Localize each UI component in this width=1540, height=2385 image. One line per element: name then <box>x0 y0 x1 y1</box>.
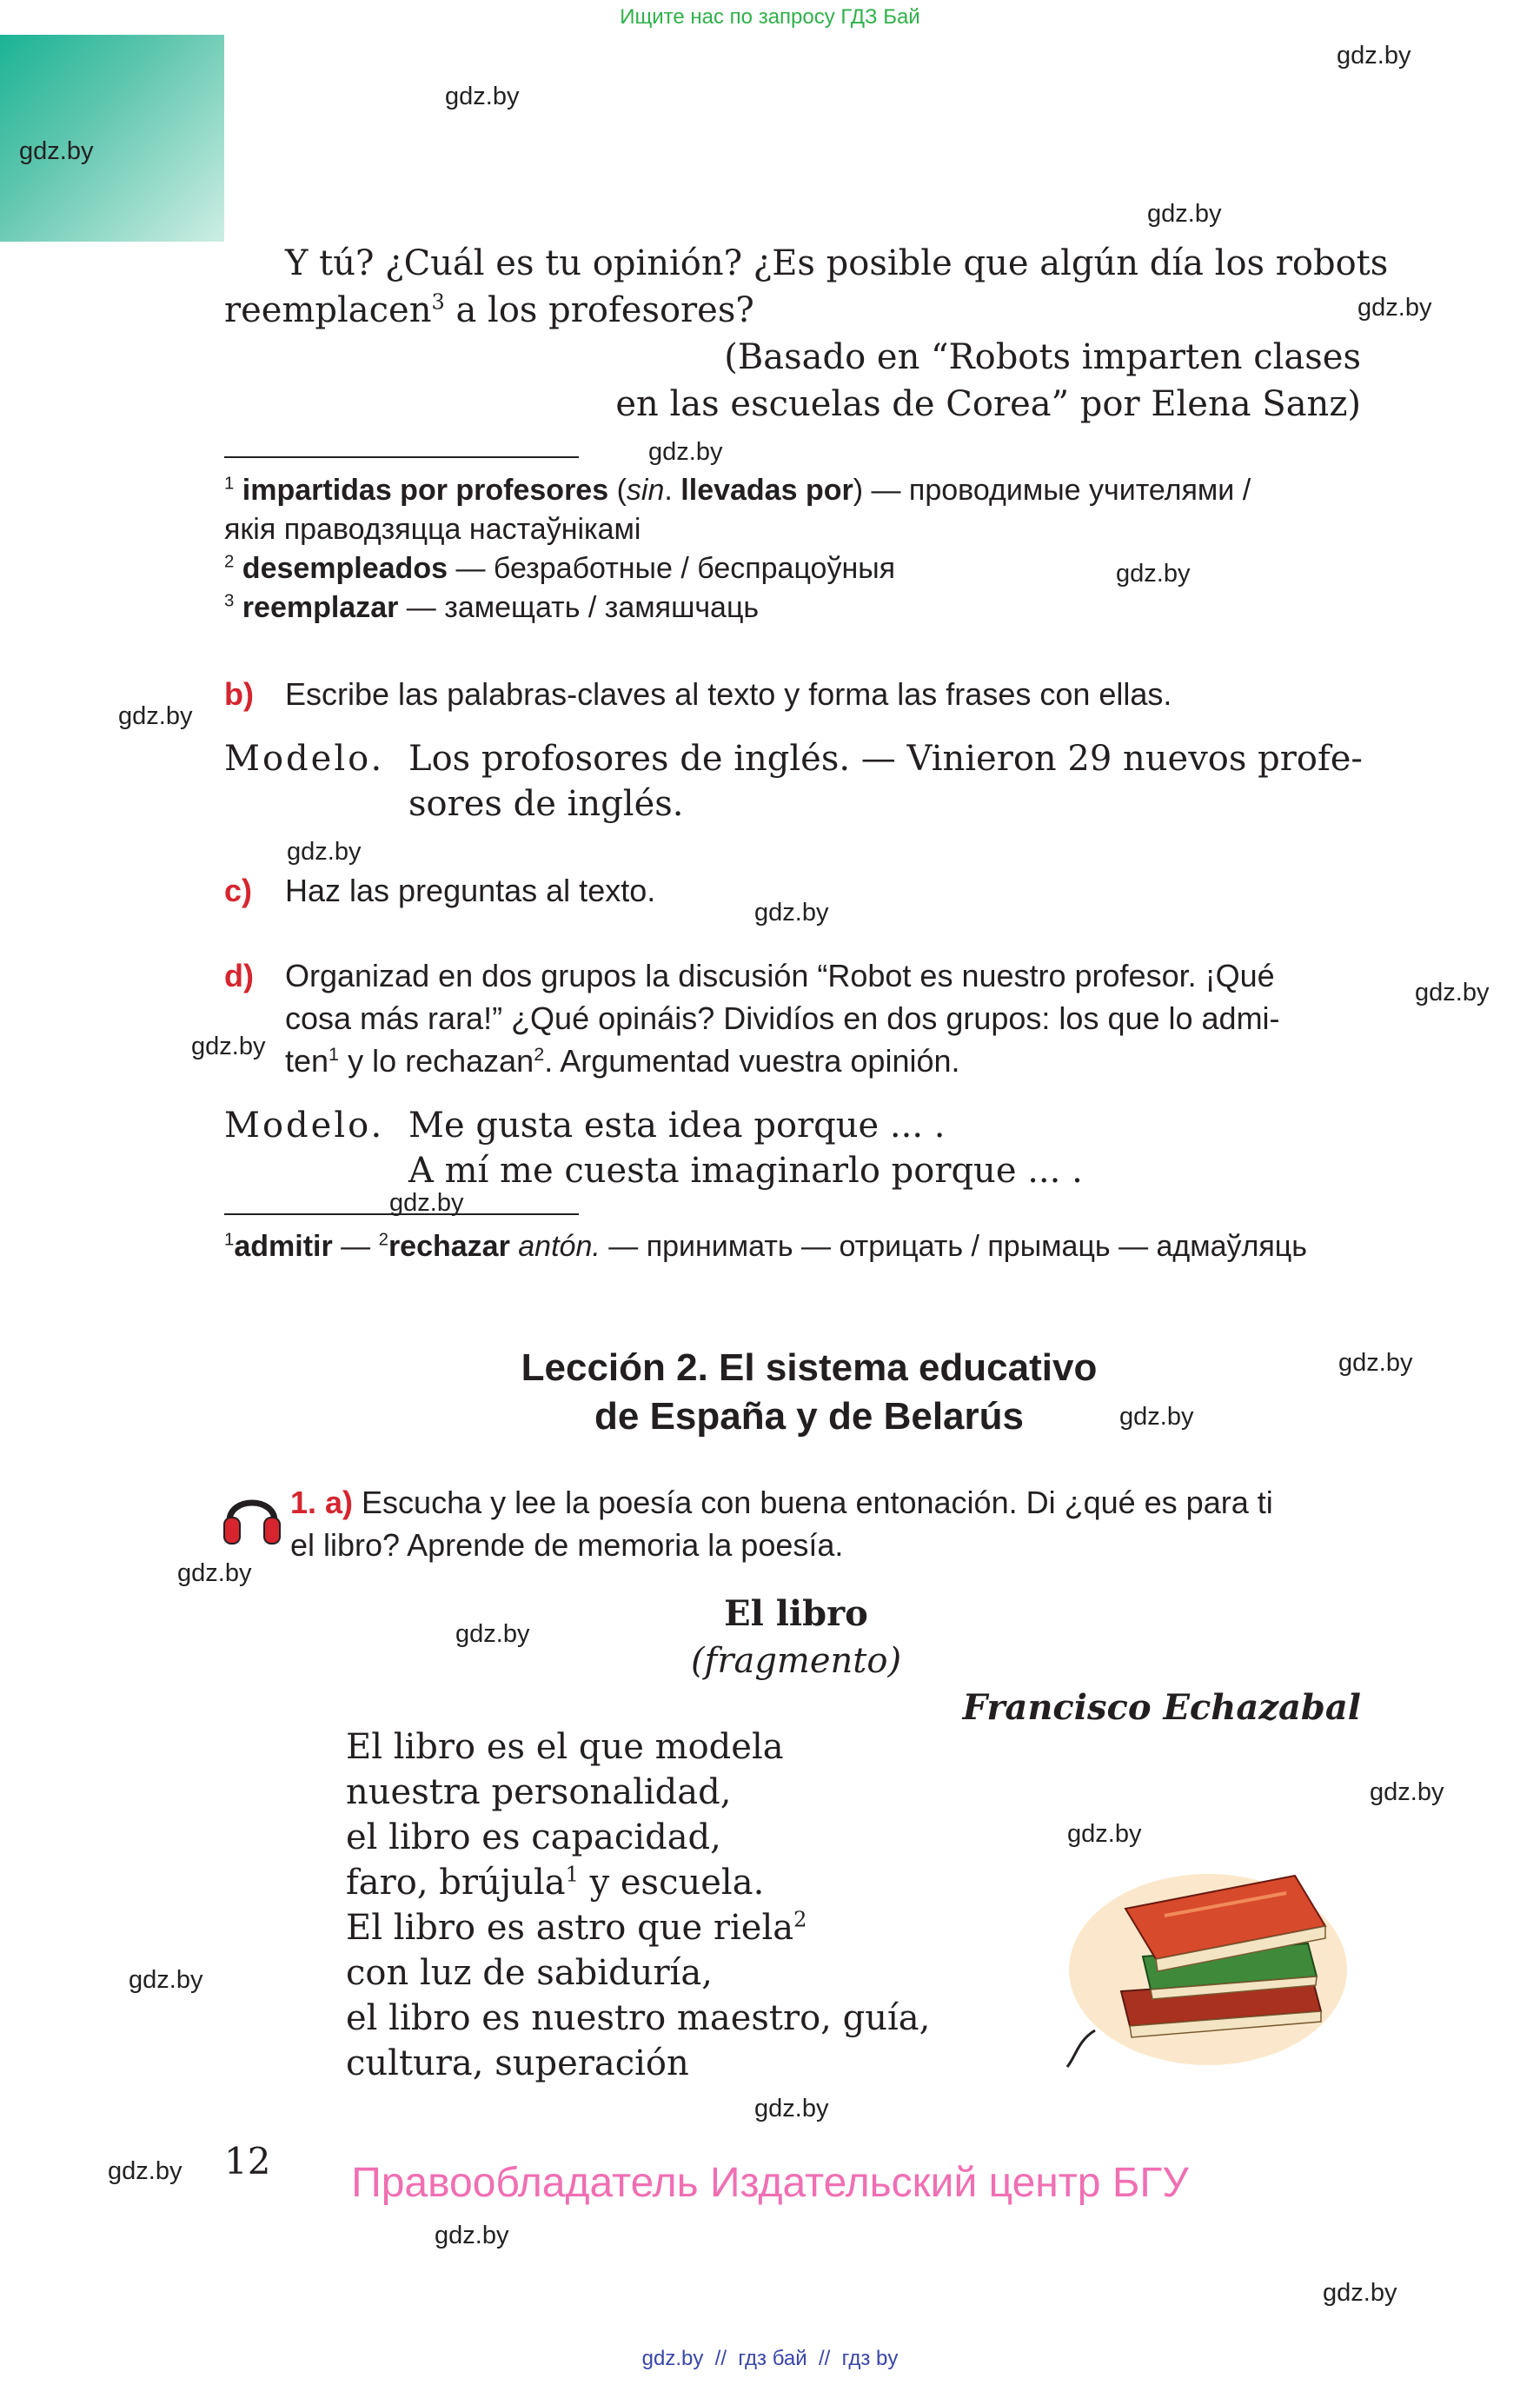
footnote-ref: 1 <box>565 1862 579 1887</box>
books-illustration <box>1060 1813 1356 2074</box>
footnote-term: admitir <box>234 1230 333 1263</box>
watermark: gdz.by <box>108 2157 183 2185</box>
footnote-text: antón. <box>509 1230 601 1263</box>
watermark: gdz.by <box>1116 560 1191 588</box>
lesson-title-line-1: Lección 2. El sistema educativo <box>521 1346 1098 1389</box>
headphones-icon <box>222 1485 282 1547</box>
poem-line: con luz de sabiduría, <box>346 1953 713 1993</box>
modelo-line-1: Me gusta esta idea porque ... . <box>408 1106 946 1146</box>
poem-line: cultura, superación <box>346 2043 689 2083</box>
poem-line: el libro es nuestro maestro, guía, <box>346 1998 931 2038</box>
footnote-text: — принимать — отрицать / прымаць — адмаўляць <box>600 1230 1307 1263</box>
footnote-number: 2 <box>378 1230 388 1250</box>
poem-line: el libro es capacidad, <box>346 1817 721 1857</box>
footnote-term: desempleados <box>242 552 448 585</box>
task-d-line-1: Organizad en dos grupos la discusión “Robot es nuestro profesor. ¡Qué <box>285 958 1275 993</box>
lesson-title-line-2: de España y de Belarús <box>594 1395 1024 1438</box>
footnote-1 <box>224 471 1251 510</box>
poem-line <box>346 1905 930 1950</box>
footnote-divider <box>224 1213 579 1215</box>
footnote-text: sin <box>626 474 665 507</box>
footnote-number: 1 <box>224 1230 235 1250</box>
modelo-line-2: A mí me cuesta imaginarlo porque ... . <box>408 1151 1083 1191</box>
reading-line-1: Y tú? ¿Cuál es tu opinión? ¿Es posible que algún día los robots <box>285 243 1389 283</box>
task-d-line-2: cosa más rara!” ¿Qué opináis? Dividíos en dos grupos: los que lo admi- <box>285 1000 1280 1036</box>
poem-text: El libro es astro que riela <box>346 1908 794 1948</box>
watermark: gdz.by <box>118 702 193 730</box>
poem-line <box>346 1860 930 1905</box>
task-d-line-3 <box>285 1040 960 1082</box>
watermark: gdz.by <box>445 83 520 110</box>
task-b <box>224 673 254 715</box>
task-b-text: Escribe las palabras-claves al texto y forma las frases con ellas. <box>285 676 1172 712</box>
source-line-1: (Basado en “Robots imparten clases <box>724 337 1361 377</box>
watermark: gdz.by <box>1338 1349 1413 1377</box>
footnote-2 <box>224 549 895 588</box>
watermark: gdz.by <box>754 2095 829 2123</box>
watermark: gdz.by <box>648 438 723 466</box>
task-d <box>224 954 254 997</box>
footnote-term: reemplazar <box>242 591 399 624</box>
poem-line: nuestra personalidad, <box>346 1772 732 1812</box>
footnote-1-continued: якія праводзяцца настаўнікамі <box>224 513 641 546</box>
footnote-text: — безработные / беспрацоўныя <box>448 552 896 585</box>
footnote-number: 3 <box>224 591 235 611</box>
footnote-ref: 2 <box>534 1043 545 1065</box>
task-text: y lo rechazan <box>339 1043 534 1079</box>
bottom-links[interactable]: gdz.by // гдз бай // гдз by <box>641 2347 899 2370</box>
task-c <box>224 869 252 912</box>
footnote-divider <box>224 456 579 458</box>
task-label: b) <box>224 676 254 712</box>
poem-title: El libro <box>724 1593 868 1634</box>
watermark: gdz.by <box>1337 42 1411 70</box>
footnote-term: impartidas por profesores <box>242 474 609 507</box>
watermark: gdz.by <box>191 1033 266 1060</box>
watermark: gdz.by <box>129 1966 203 1994</box>
poem-line: El libro es el que modela <box>346 1727 784 1767</box>
watermark: gdz.by <box>1067 1820 1142 1848</box>
watermark: gdz.by <box>1323 2279 1397 2307</box>
watermark: gdz.by <box>287 838 362 866</box>
watermark: gdz.by <box>19 137 94 165</box>
watermark: gdz.by <box>1357 294 1432 322</box>
exercise-1-line-2: el libro? Aprende de memoria la poesía. <box>290 1527 844 1563</box>
top-banner[interactable]: Ищите нас по запросу ГДЗ Бай <box>620 5 920 29</box>
footnote-text: — замещать / замяшчаць <box>398 591 760 624</box>
reading-text: a los profesores? <box>444 290 754 330</box>
copyright-notice: Правообладатель Издательский центр БГУ <box>351 2160 1189 2206</box>
exercise-label: 1. a) <box>290 1485 354 1520</box>
exercise-text: Escucha y lee la poesía con buena entonación. Di ¿qué es para ti <box>353 1485 1273 1520</box>
task-label: d) <box>224 958 254 993</box>
watermark: gdz.by <box>455 1620 530 1648</box>
task-text: ten <box>285 1043 329 1079</box>
footnote-text: ( <box>608 474 627 507</box>
footnote-text: ) — проводимые учителями / <box>853 474 1251 507</box>
page-number: 12 <box>224 2140 271 2182</box>
footnote-number: 2 <box>224 552 235 572</box>
footnote-text: . <box>664 474 681 507</box>
poem-author: Francisco Echazabal <box>962 1687 1361 1728</box>
footnote-term: llevadas por <box>680 474 853 507</box>
footnote-text: — <box>332 1230 379 1263</box>
modelo-label: Modelo. <box>224 739 385 779</box>
footnote-ref: 1 <box>329 1043 340 1065</box>
modelo-label: Modelo. <box>224 1106 385 1146</box>
watermark: gdz.by <box>1370 1778 1444 1806</box>
task-label: c) <box>224 873 253 908</box>
source-line-2: en las escuelas de Corea” por Elena Sanz) <box>615 384 1361 424</box>
footnote-3 <box>224 588 759 628</box>
footnote-term: rechazar <box>388 1230 510 1263</box>
footnote-admitir <box>224 1227 1307 1266</box>
watermark: gdz.by <box>1415 979 1490 1006</box>
watermark: gdz.by <box>177 1559 252 1587</box>
footnote-number: 1 <box>224 474 235 494</box>
poem-subtitle: (fragmento) <box>690 1641 902 1681</box>
poem-text: faro, brújula <box>346 1863 566 1903</box>
watermark: gdz.by <box>1147 200 1222 228</box>
reading-text: reemplacen <box>224 290 432 330</box>
task-c-text: Haz las preguntas al texto. <box>285 873 656 908</box>
poem-body <box>346 1724 930 2086</box>
modelo-line-1: Los profosores de inglés. — Vinieron 29 nuevos profe- <box>408 739 1363 779</box>
exercise-1-line-1 <box>290 1481 1273 1524</box>
watermark: gdz.by <box>1119 1403 1194 1431</box>
task-text: . Argumentad vuestra opinión. <box>544 1043 960 1079</box>
watermark: gdz.by <box>754 899 829 927</box>
footnote-ref: 2 <box>793 1907 807 1932</box>
watermark: gdz.by <box>389 1189 464 1217</box>
poem-text: y escuela. <box>578 1863 765 1903</box>
reading-line-2 <box>224 287 754 334</box>
watermark: gdz.by <box>435 2222 509 2249</box>
footnote-ref: 3 <box>431 289 445 315</box>
modelo-line-2: sores de inglés. <box>408 784 684 824</box>
